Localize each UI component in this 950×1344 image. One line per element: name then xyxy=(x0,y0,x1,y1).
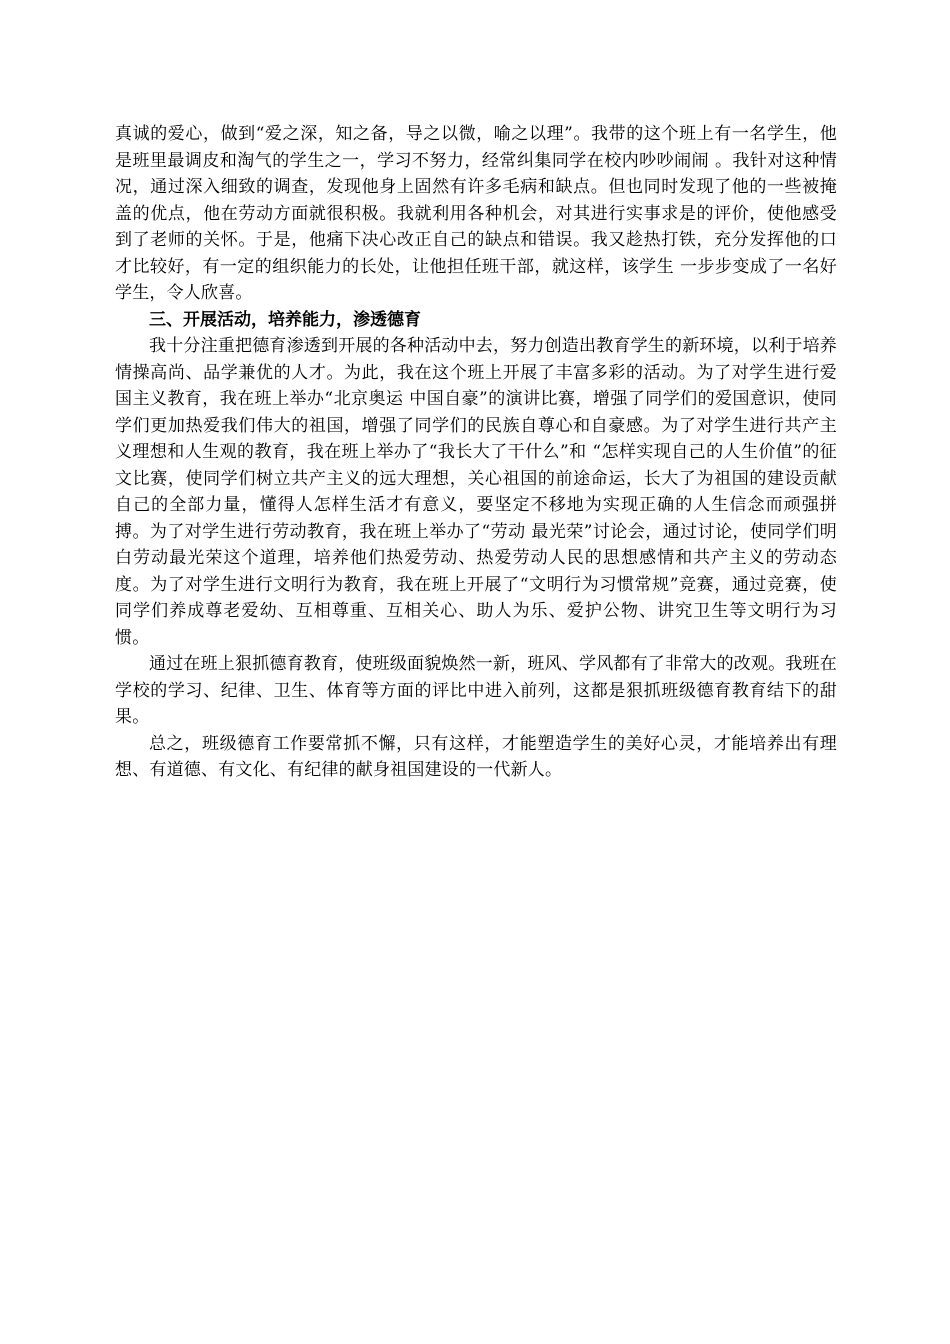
paragraph-activities: 我十分注重把德育渗透到开展的各种活动中去，努力创造出教育学生的新环境，以利于培养情操高尚、品学兼优的人才。为此，我在这个班上开展了丰富多彩的活动。为了对学生进行爱国主义教育，我在班上举办“北京奥运 中国自豪”的演讲比赛，增强了同学们的爱国意识，使同学们更加热爱我们伟大的祖国，增强了同学们的民族自尊心和自豪感。为了对学生进行共产主义理想和人生观的教育，我在班上举办了“我长大了干什么”和 “怎样实现自己的人生价值”的征文比赛，使同学们树立共产主义的远大理想，关心祖国的前途命运，长大了为祖国的建设贡献自己的全部力量，懂得人怎样生活才有意义，要坚定不移地为实现正确的人生信念而顽强拼搏。为了对学生进行劳动教育，我在班上举办了“劳动 最光荣”讨论会，通过讨论，使同学们明白劳动最光荣这个道理，培养他们热爱劳动、热爱劳动人民的思想感情和共产主义的劳动态度。为了对学生进行文明行为教育，我在班上开展了“文明行为习惯常规”竞赛，通过竞赛，使同学们养成尊老爱幼、互相尊重、互相关心、助人为乐、爱护公物、讲究卫生等文明行为习惯。 xyxy=(115,336,837,648)
paragraph-continued: 真诚的爱心，做到“爱之深，知之备，导之以微，喻之以理”。我带的这个班上有一名学生，他是班里最调皮和淘气的学生之一，学习不努力，经常纠集同学在校内吵吵闹闹 。我针对这种情况，通过深入细致的调查，发现他身上固然有许多毛病和缺点。但也同时发现了他的一些被掩盖的优点，他在劳动方面就很积极。我就利用各种机会，对其进行实事求是的评价，使他感受到了老师的关怀。于是，他痛下决心改正自己的缺点和错误。我又趁热打铁，充分发挥他的口才比较好，有一定的组织能力的长处，让他担任班干部，就这样，该学生 一步步变成了一名好学生，令人欣喜。 xyxy=(115,124,837,303)
section-heading: 三、开展活动，培养能力，渗透德育 xyxy=(149,309,421,330)
document-body xyxy=(115,121,837,784)
paragraph-results: 通过在班上狠抓德育教育，使班级面貌焕然一新，班风、学风都有了非常大的改观。我班在学校的学习、纪律、卫生、体育等方面的评比中进入前列，这都是狠抓班级德育教育结下的甜果。 xyxy=(115,654,837,727)
paragraph-conclusion: 总之，班级德育工作要常抓不懈，只有这样，才能塑造学生的美好心灵，才能培养出有理想、有道德、有文化、有纪律的献身祖国建设的一代新人。 xyxy=(115,733,837,780)
